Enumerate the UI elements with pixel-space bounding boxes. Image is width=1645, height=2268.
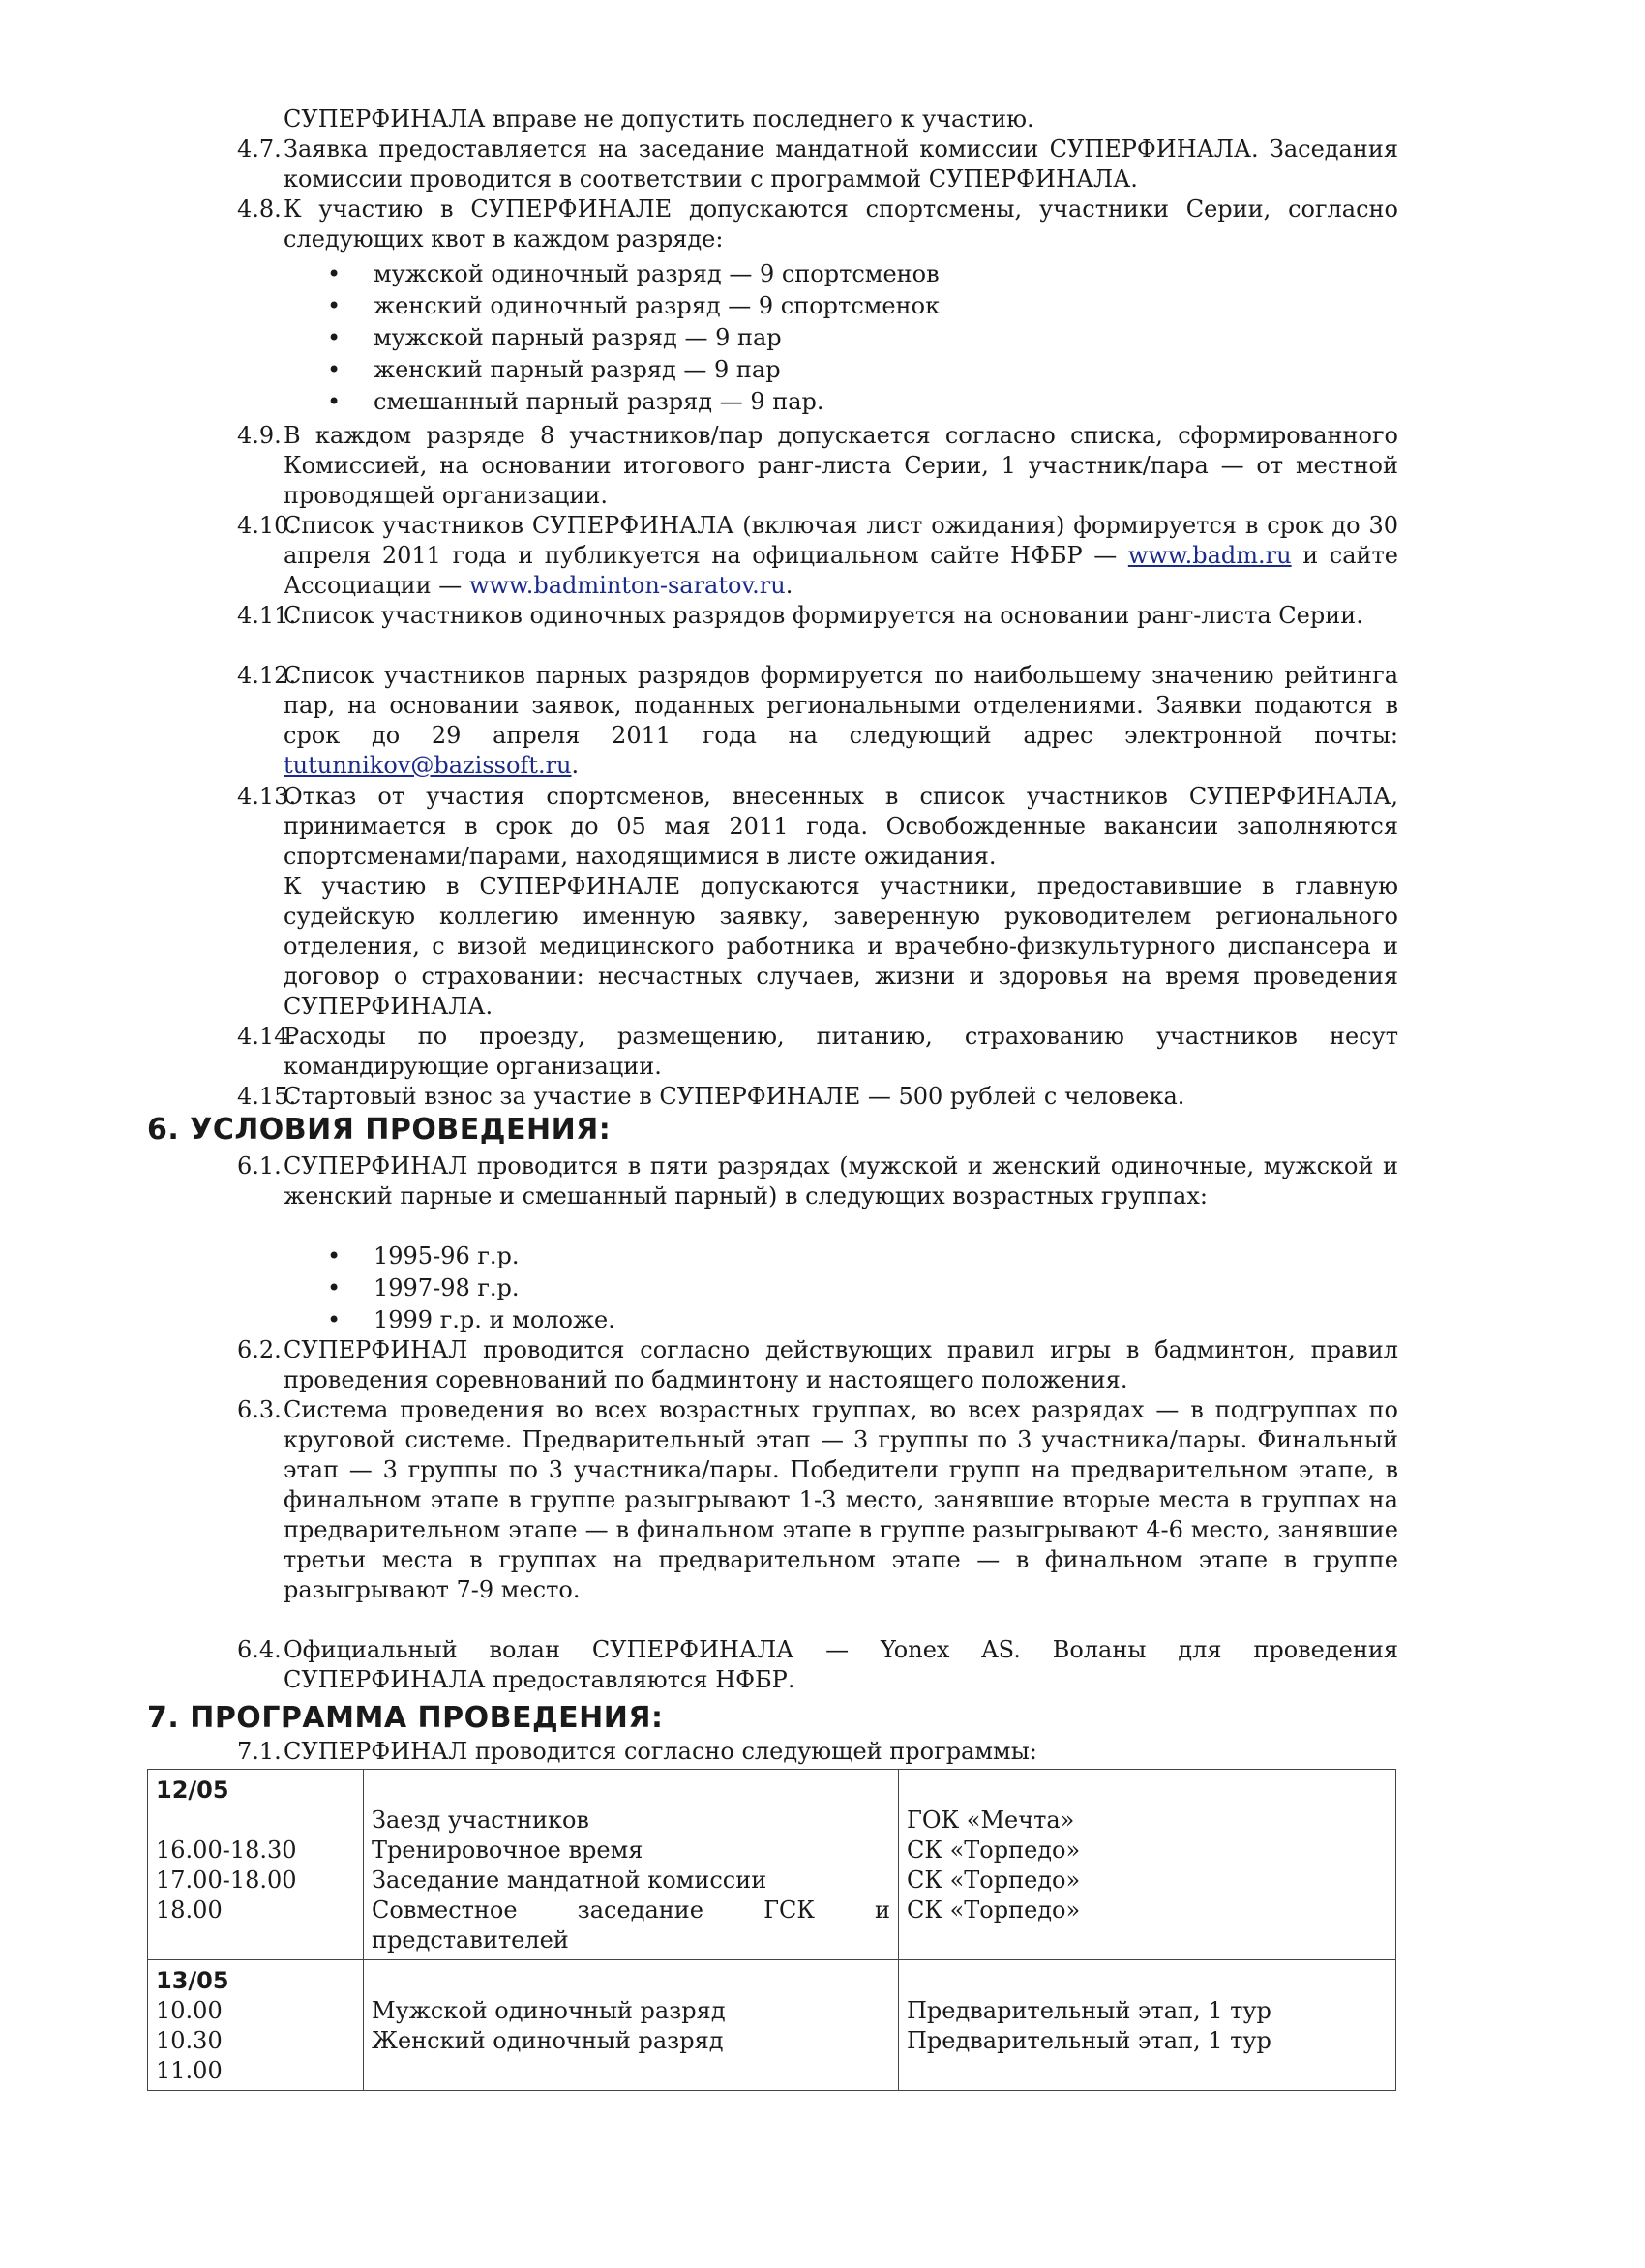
association-site: www.badminton-saratov.ru	[468, 572, 786, 599]
clause-body: Список участников СУПЕРФИНАЛА (включая лист ожидания) формируется в срок до 30 апреля 2011 года и публикуется на официальном сайте НФБР —	[284, 512, 1398, 569]
time-cell	[148, 1770, 364, 1960]
place-name: СК «Торпедо»	[907, 1896, 1081, 1924]
clause-end: .	[571, 752, 580, 779]
clause-text: Система проведения во всех возрастных группах, во всех разрядах — в подгруппах по круговой системе. Предварительный этап — 3 группы по 3 участника/пары. Финальный этап — 3 группы по 3 участника/пары. Победители групп на предварительном этапе, в финальном этапе в группе разыгрывают 1-3 место, занявшие вторые места в группах на предварительном этапе — в финальном этапе в группе разыгрывают 4-6 место, занявшие третьи места в группах на предварительном этапе — в финальном этапе в группе разыгрывают 7-9 место.	[284, 1396, 1398, 1603]
clause-4-9	[237, 421, 1398, 511]
clause-text: Заявка предоставляется на заседание мандатной комиссии СУПЕРФИНАЛА. Заседания комиссии проводится в соответствии с программой СУПЕРФИНАЛА.	[284, 135, 1398, 193]
time-cell	[148, 1960, 364, 2091]
clause-text: К участию в СУПЕРФИНАЛЕ допускаются спортсмены, участники Серии, согласно следующих квот в каждом разряде:	[284, 195, 1398, 253]
list-item: • 1999 г.р. и моложе.	[327, 1305, 615, 1337]
clause-text: В каждом разряде 8 участников/пар допускается согласно списка, сформированного Комиссией, на основании итогового ранг-листа Серии, 1 участник/пара — от местной проводящей организации.	[284, 422, 1398, 509]
clause-6-1	[237, 1151, 1398, 1211]
event-name: Женский одиночный разряд	[372, 2027, 724, 2054]
clause-number: 4.13.	[237, 783, 297, 810]
clause-4-10	[237, 511, 1398, 601]
clause-number: 6.4.	[237, 1636, 282, 1663]
list-item: • 1995-96 г.р.	[327, 1241, 615, 1273]
clause-6-3	[237, 1395, 1398, 1605]
time-value: 11.00	[156, 2057, 223, 2084]
age-group-list	[327, 1241, 615, 1337]
event-name-justified	[372, 1895, 890, 1925]
clause-number: 4.7.	[237, 135, 282, 163]
place-cell	[899, 1960, 1396, 2091]
time-value: 18.00	[156, 1896, 223, 1924]
clause-text: СУПЕРФИНАЛ проводится в пяти разрядах (мужской и женский одиночные, мужской и женский парные и смешанный парный) в следующих возрастных группах:	[284, 1152, 1398, 1209]
table-row	[148, 1960, 1396, 2091]
clause-6-4	[237, 1635, 1398, 1695]
clause-text	[284, 511, 1398, 601]
clause-text	[284, 661, 1398, 781]
clause-number: 4.9.	[237, 422, 282, 449]
event-cell	[364, 1960, 899, 2091]
clause-paragraph: К участию в СУПЕРФИНАЛЕ допускаются участники, предоставившие в главную судейскую коллегию именную заявку, заверенную руководителем регионального отделения, с визой медицинского работника и врачебно-физкультурного диспансера и договор о страховании: несчастных случаев, жизни и здоровья на время проведения СУПЕРФИНАЛА.	[284, 873, 1398, 1020]
list-item: • 1997-98 г.р.	[327, 1273, 615, 1305]
time-value: 10.00	[156, 1997, 223, 2024]
place-cell	[899, 1770, 1396, 1960]
event-word: ГСК	[763, 1896, 815, 1924]
clause-number: 7.1.	[237, 1738, 282, 1765]
clause-4-15	[237, 1082, 1398, 1112]
event-name: Заезд участников	[372, 1806, 589, 1834]
clause-text	[284, 782, 1398, 1022]
clause-4-12	[237, 661, 1398, 781]
clause-paragraph: Отказ от участия спортсменов, внесенных в список участников СУПЕРФИНАЛА, принимается в срок до 05 мая 2011 года. Освобожденные вакансии заполняются спортсменами/парами, находящимися в листе ожидания.	[284, 783, 1398, 870]
clause-body-mid: и сайте Ассоциации —	[284, 542, 1398, 599]
clause-number: 4.8.	[237, 195, 282, 223]
list-item: • женский одиночный разряд — 9 спортсменок	[327, 291, 940, 323]
list-item: • смешанный парный разряд — 9 пар.	[327, 387, 940, 419]
nfbr-site-link[interactable]: www.badm.ru	[1127, 542, 1292, 569]
event-name: Тренировочное время	[372, 1836, 643, 1864]
day-date: 13/05	[156, 1967, 229, 1994]
clause-number: 4.14.	[237, 1023, 297, 1050]
clause-4-14	[237, 1022, 1398, 1082]
time-value: 16.00-18.30	[156, 1836, 297, 1864]
event-name: Заседание мандатной комиссии	[372, 1866, 767, 1894]
clause-4-13	[237, 782, 1398, 1022]
intro-line: СУПЕРФИНАЛА вправе не допустить последнего к участию.	[284, 105, 1034, 133]
section-7-heading: 7. ПРОГРАММА ПРОВЕДЕНИЯ:	[147, 1701, 664, 1735]
program-table	[147, 1769, 1396, 2091]
event-name-cont: представителей	[372, 1926, 569, 1954]
event-word: Совместное	[372, 1896, 518, 1924]
place-name: СК «Торпедо»	[907, 1836, 1081, 1864]
email-link[interactable]: tutunnikov@bazissoft.ru	[284, 752, 572, 779]
place-name: ГОК «Мечта»	[907, 1806, 1075, 1834]
time-value: 10.30	[156, 2027, 223, 2054]
clause-number: 6.2.	[237, 1336, 282, 1363]
clause-text: Стартовый взнос за участие в СУПЕРФИНАЛЕ — 500 рублей с человека.	[284, 1083, 1185, 1110]
event-name: Мужской одиночный разряд	[372, 1997, 726, 2024]
list-item: • мужской парный разряд — 9 пар	[327, 323, 940, 355]
clause-body: Список участников парных разрядов формируется по наибольшему значению рейтинга пар, на основании заявок, поданных региональными отделениями. Заявки подаются в срок до 29 апреля 2011 года на следующий адрес электронной почты:	[284, 662, 1398, 749]
clause-4-11	[237, 601, 1398, 631]
place-name: Предварительный этап, 1 тур	[907, 1997, 1271, 2024]
clause-number: 4.12.	[237, 662, 297, 689]
list-item: • мужской одиночный разряд — 9 спортсменов	[327, 259, 940, 291]
list-item: • женский парный разряд — 9 пар	[327, 355, 940, 387]
clause-number: 6.3.	[237, 1396, 282, 1423]
table-row	[148, 1770, 1396, 1960]
clause-number: 6.1.	[237, 1152, 282, 1179]
section-6-heading: 6. УСЛОВИЯ ПРОВЕДЕНИЯ:	[147, 1113, 612, 1147]
place-name: Предварительный этап, 1 тур	[907, 2027, 1271, 2054]
day-date: 12/05	[156, 1776, 229, 1804]
clause-number: 4.15.	[237, 1083, 297, 1110]
clause-text: Список участников одиночных разрядов формируется на основании ранг-листа Серии.	[284, 602, 1363, 629]
clause-6-2	[237, 1335, 1398, 1395]
place-name: СК «Торпедо»	[907, 1866, 1081, 1894]
clause-number: 4.10.	[237, 512, 297, 539]
quota-list	[327, 259, 940, 419]
clause-4-8	[237, 194, 1398, 254]
clause-text: СУПЕРФИНАЛ проводится согласно действующих правил игры в бадминтон, правил проведения соревнований по бадминтону и настоящего положения.	[284, 1336, 1398, 1393]
event-cell	[364, 1770, 899, 1960]
clause-7-1	[237, 1737, 1398, 1767]
time-value: 17.00-18.00	[156, 1866, 297, 1894]
clause-text: Официальный волан СУПЕРФИНАЛА — Yonex AS. Воланы для проведения СУПЕРФИНАЛА предоставляются НФБР.	[284, 1636, 1398, 1693]
clause-4-7	[237, 134, 1398, 194]
event-word: заседание	[577, 1896, 703, 1924]
clause-text: Расходы по проезду, размещению, питанию, страхованию участников несут командирующие организации.	[284, 1023, 1398, 1080]
clause-text: СУПЕРФИНАЛ проводится согласно следующей программы:	[284, 1738, 1037, 1765]
clause-end: .	[785, 572, 793, 599]
event-word: и	[875, 1896, 890, 1924]
time-value	[156, 1805, 355, 1835]
clause-number: 4.11.	[237, 602, 297, 629]
